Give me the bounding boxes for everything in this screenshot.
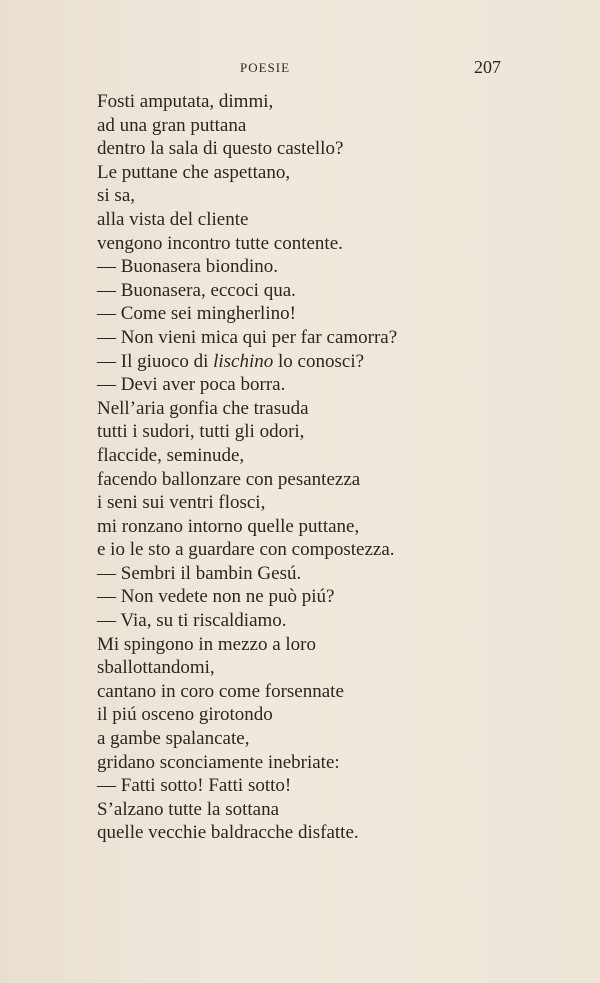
poem-line: Nell’aria gonfia che trasuda <box>97 397 309 419</box>
poem-line: — Buonasera, eccoci qua. <box>97 279 296 301</box>
page-number: 207 <box>474 57 501 77</box>
poem-line: tutti i sudori, tutti gli odori, <box>97 421 305 443</box>
poem-line: quelle vecchie baldracche disfatte. <box>97 822 359 844</box>
poem-line: — Il giuoco di lischino lo conosci? <box>97 350 365 372</box>
poem-line: si sa, <box>97 185 135 207</box>
poem-line: — Non vieni mica qui per far camorra? <box>97 326 398 348</box>
poem-line: e io le sto a guardare con compostezza. <box>97 539 395 561</box>
poem-line: S’alzano tutte la sottana <box>97 798 280 820</box>
poem-line: sballottandomi, <box>97 657 215 679</box>
poem-line: gridano sconciamente inebriate: <box>97 751 340 773</box>
poem-line: dentro la sala di questo castello? <box>97 138 344 160</box>
poem-line: il piú osceno girotondo <box>97 704 273 726</box>
poem-line: — Come sei mingherlino! <box>97 303 296 325</box>
poem-line: — Sembri il bambin Gesú. <box>97 562 302 584</box>
poem-line: flaccide, seminude, <box>97 444 245 466</box>
poem-line: a gambe spalancate, <box>97 728 250 750</box>
poem <box>97 90 567 845</box>
poem-line: — Devi aver poca borra. <box>97 374 286 396</box>
poem-line: mi ronzano intorno quelle puttane, <box>97 515 360 537</box>
poem-line: Mi spingono in mezzo a loro <box>97 633 316 655</box>
poem-line: i seni sui ventri flosci, <box>97 492 266 514</box>
poem-line: — Via, su ti riscaldiamo. <box>97 610 287 632</box>
poem-line: Fosti amputata, dimmi, <box>97 91 274 112</box>
poem-line: — Buonasera biondino. <box>97 256 279 278</box>
poem-line: — Fatti sotto! Fatti sotto! <box>97 775 292 797</box>
poem-line: alla vista del cliente <box>97 208 249 230</box>
poem-line: vengono incontro tutte contente. <box>97 232 343 254</box>
poem-line: ad una gran puttana <box>97 114 247 136</box>
running-title: POESIE <box>240 60 291 75</box>
poem-line: facendo ballonzare con pesantezza <box>97 468 361 490</box>
running-head <box>0 57 600 80</box>
poem-line: cantano in coro come forsennate <box>97 680 344 702</box>
poem-line: — Non vedete non ne può piú? <box>97 586 335 608</box>
poem-line: Le puttane che aspettano, <box>97 161 291 183</box>
